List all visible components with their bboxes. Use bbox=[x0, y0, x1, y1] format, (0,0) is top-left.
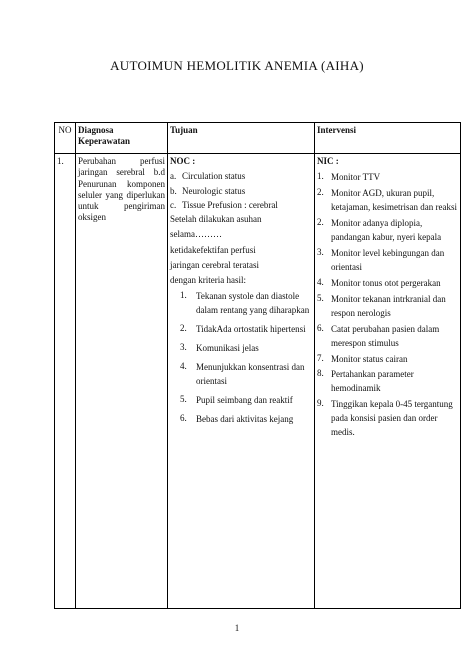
noc-list bbox=[170, 171, 312, 211]
diagnosa-line: Perubahan perfusi bbox=[78, 156, 165, 166]
list-item: 6. Bebas dari aktivitas kejang bbox=[180, 412, 294, 424]
diagnosa-line: oksigen bbox=[78, 212, 106, 223]
list-item: 1. Monitor TTV bbox=[317, 171, 381, 183]
list-item: 7. Monitor status cairan bbox=[317, 352, 408, 364]
tujuan-line: Setelah dilakukan asuhan bbox=[170, 214, 262, 224]
diagnosa-line: Penurunan komponen bbox=[78, 178, 165, 189]
table-row bbox=[55, 154, 461, 609]
nic-list bbox=[317, 171, 458, 440]
header-tujuan: Tujuan bbox=[168, 123, 315, 154]
list-item: 1. Tekanan systole dan diastole dalam rentang yang diharapkan bbox=[180, 290, 310, 316]
noc-heading: NOC : bbox=[170, 156, 196, 166]
header-diagnosa: Diagnosa Keperawatan bbox=[76, 123, 168, 154]
list-item: 2. Monitor AGD, ukuran pupil, ketajaman, kesimetrisan dan reaksi bbox=[317, 187, 457, 213]
list-item: 3. Monitor level kebingungan dan orientasi bbox=[317, 246, 445, 272]
list-item: 4. Monitor tonus otot pergerakan bbox=[317, 276, 441, 288]
tujuan-cell bbox=[168, 154, 315, 609]
list-item: c. Tissue Prefusion : cerebral bbox=[170, 199, 278, 210]
list-item: 9. Tinggikan kepala 0-45 tergantung pada konsisi pasien dan order medis. bbox=[317, 398, 453, 438]
list-item: 2. Monitor adanya diplopia, pandangan kabur, nyeri kepala bbox=[317, 217, 442, 242]
tujuan-line: ketidakefektifan perfusi bbox=[170, 244, 256, 255]
list-item: 8. Pertahankan parameter hemodinamik bbox=[317, 368, 414, 394]
header-intervensi: Intervensi bbox=[315, 123, 461, 154]
document-title: AUTOIMUN HEMOLITIK ANEMIA (AIHA) bbox=[110, 58, 364, 73]
care-plan-table bbox=[54, 122, 461, 609]
diagnosa-line: untuk pengiriman bbox=[78, 201, 165, 211]
list-item: 6. Catat perubahan pasien dalam merespon stimulus bbox=[317, 322, 440, 348]
page-number: 1 bbox=[234, 623, 240, 633]
header-no: NO bbox=[55, 123, 76, 154]
list-item: 4. Menunjukkan konsentrasi dan orientasi bbox=[180, 361, 305, 386]
row-number: 1. bbox=[55, 154, 76, 609]
list-item: 5. Monitor tekanan intrkranial dan respon nerologis bbox=[317, 292, 446, 318]
list-item: a. Circulation status bbox=[170, 171, 246, 182]
tujuan-line: dengan kriteria hasil: bbox=[170, 275, 246, 285]
nic-heading: NIC : bbox=[317, 156, 339, 166]
criteria-list bbox=[170, 290, 312, 427]
diagnosa-line: seluler yang diperlukan bbox=[78, 189, 165, 200]
diagnosa-cell bbox=[76, 154, 168, 609]
list-item: 5. Pupil seimbang dan reaktif bbox=[180, 393, 293, 405]
tujuan-line: jaringan cerebral teratasi bbox=[170, 259, 259, 270]
diagnosa-line: jaringan serebral b.d bbox=[78, 167, 165, 178]
list-item: 3. Komunikasi jelas bbox=[180, 342, 259, 354]
tujuan-line: selama……… bbox=[170, 229, 222, 240]
table-header-row bbox=[55, 123, 461, 154]
list-item: 2. TidakAda ortostatik hipertensi bbox=[180, 323, 306, 335]
intervensi-cell bbox=[315, 154, 461, 609]
list-item: b. Neurologic status bbox=[170, 185, 246, 196]
